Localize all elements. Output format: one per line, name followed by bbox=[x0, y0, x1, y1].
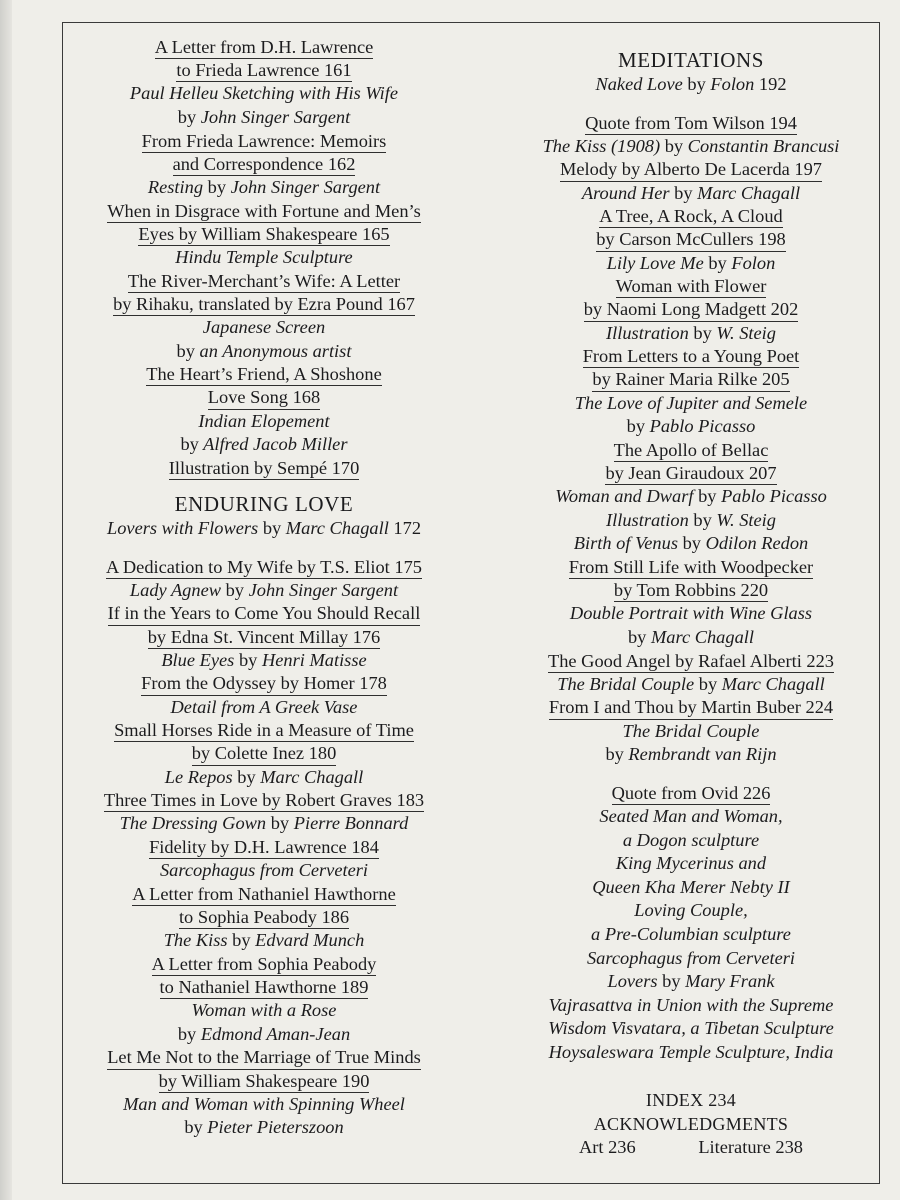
toc-entry-title: by Jean Giraudoux 207 bbox=[605, 462, 776, 485]
toc-artwork-credit: Hoysaleswara Temple Sculpture, India bbox=[548, 1041, 834, 1062]
toc-entry-title: Let Me Not to the Marriage of True Minds bbox=[107, 1046, 421, 1069]
toc-artwork-credit: Le Repos by Marc Chagall bbox=[164, 766, 364, 787]
toc-entry-title: From the Odyssey by Homer 178 bbox=[141, 672, 387, 695]
toc-artwork-credit: Loving Couple, bbox=[634, 900, 748, 921]
toc-entry-title: A Dedication to My Wife by T.S. Eliot 175 bbox=[106, 556, 422, 579]
toc-artwork-credit: Lovers with Flowers by Marc Chagall 172 bbox=[106, 517, 422, 538]
toc-entry-title: Small Horses Ride in a Measure of Time bbox=[114, 719, 414, 742]
toc-entry-title: From Still Life with Woodpecker bbox=[569, 556, 813, 579]
toc-artwork-credit: Illustration by W. Steig bbox=[606, 509, 776, 530]
toc-artwork-credit: Lady Agnew by John Singer Sargent bbox=[129, 579, 399, 600]
toc-entry-title: Woman with Flower bbox=[616, 275, 767, 298]
section-gap bbox=[506, 767, 876, 782]
toc-entry-title: The Apollo of Bellac bbox=[614, 439, 769, 462]
toc-artwork-credit: Naked Love by Folon 192 bbox=[595, 74, 787, 94]
page-binding-edge bbox=[0, 0, 12, 1200]
toc-artwork-credit: King Mycerinus and bbox=[615, 853, 767, 874]
toc-artwork-credit: Sarcophagus from Cerveteri bbox=[586, 947, 796, 968]
toc-entry-title: A Tree, A Rock, A Cloud bbox=[599, 205, 782, 228]
toc-entry-title: From Letters to a Young Poet bbox=[583, 345, 800, 368]
toc-entry-title: Illustration by Sempé 170 bbox=[169, 457, 360, 480]
toc-artwork-credit: Illustration by W. Steig bbox=[606, 322, 776, 343]
toc-artwork-credit: by Pablo Picasso bbox=[626, 416, 756, 437]
toc-entry-title: The Heart’s Friend, A Shoshone bbox=[146, 363, 381, 386]
toc-entry-title: If in the Years to Come You Should Recall bbox=[108, 602, 421, 625]
toc-entry-title: From Frieda Lawrence: Memoirs bbox=[142, 130, 387, 153]
toc-artwork-credit: by Rembrandt van Rijn bbox=[605, 744, 777, 765]
toc-entry-title: by Carson McCullers 198 bbox=[596, 228, 786, 251]
toc-entry-title: The River-Merchant’s Wife: A Letter bbox=[128, 270, 400, 293]
toc-artwork-credit: Paul Helleu Sketching with His Wife bbox=[129, 83, 399, 104]
index-entry: INDEX 234 bbox=[645, 1090, 737, 1110]
acknowledgments-row bbox=[506, 1136, 876, 1159]
toc-entry-title: by Colette Inez 180 bbox=[192, 742, 337, 765]
toc-entry-title: Love Song 168 bbox=[208, 386, 320, 409]
toc-artwork-credit: The Bridal Couple by Marc Chagall bbox=[557, 673, 825, 694]
toc-artwork-credit: Indian Elopement bbox=[198, 410, 330, 431]
toc-entry-title: Three Times in Love by Robert Graves 183 bbox=[104, 789, 424, 812]
toc-artwork-credit: Seated Man and Woman, bbox=[599, 805, 783, 826]
toc-artwork-credit: a Dogon sculpture bbox=[622, 829, 760, 850]
section-heading: ENDURING LOVE bbox=[174, 491, 354, 516]
toc-entry-title: to Sophia Peabody 186 bbox=[179, 906, 349, 929]
toc-artwork-credit: Man and Woman with Spinning Wheel bbox=[123, 1093, 405, 1114]
toc-entry-title: by William Shakespeare 190 bbox=[159, 1070, 370, 1093]
toc-entry-title: From I and Thou by Martin Buber 224 bbox=[549, 696, 833, 719]
toc-entry-title: Eyes by William Shakespeare 165 bbox=[138, 223, 389, 246]
toc-artwork-credit: Around Her by Marc Chagall bbox=[581, 182, 801, 203]
toc-artwork-credit: by an Anonymous artist bbox=[176, 340, 352, 361]
toc-entry-title: A Letter from Nathaniel Hawthorne bbox=[132, 883, 396, 906]
toc-artwork-credit: The Kiss by Edvard Munch bbox=[163, 930, 365, 951]
toc-entry-title: Quote from Ovid 226 bbox=[612, 782, 771, 805]
toc-entry-title: When in Disgrace with Fortune and Men’s bbox=[107, 200, 421, 223]
toc-entry-title: Melody by Alberto De Lacerda 197 bbox=[560, 158, 822, 181]
toc-entry-title: A Letter from D.H. Lawrence bbox=[155, 36, 374, 59]
toc-entry-title: by Rihaku, translated by Ezra Pound 167 bbox=[113, 293, 415, 316]
toc-artwork-credit: Lily Love Me by Folon bbox=[606, 252, 776, 273]
acknowledgments-heading: ACKNOWLEDGMENTS bbox=[593, 1114, 789, 1134]
toc-artwork-credit: Sarcophagus from Cerveteri bbox=[159, 860, 369, 881]
toc-artwork-credit: by Marc Chagall bbox=[627, 626, 754, 647]
toc-artwork-credit: Lovers by Mary Frank bbox=[607, 971, 775, 992]
toc-entry-title: and Correspondence 162 bbox=[173, 153, 356, 176]
toc-entry-title: Quote from Tom Wilson 194 bbox=[585, 112, 797, 135]
toc-artwork-credit: Vajrasattva in Union with the Supreme bbox=[548, 994, 834, 1015]
toc-entry-title: by Tom Robbins 220 bbox=[614, 579, 768, 602]
toc-artwork-credit: The Kiss (1908) by Constantin Brancusi bbox=[542, 135, 840, 156]
acknowledgments-literature: Literature 238 bbox=[698, 1137, 803, 1157]
toc-artwork-credit: Birth of Venus by Odilon Redon bbox=[573, 533, 809, 554]
toc-left-column bbox=[64, 36, 464, 1140]
toc-artwork-credit: Resting by John Singer Sargent bbox=[147, 177, 381, 197]
toc-artwork-credit: Double Portrait with Wine Glass bbox=[569, 603, 813, 624]
toc-artwork-credit: The Dressing Gown by Pierre Bonnard bbox=[119, 813, 409, 834]
toc-artwork-credit: a Pre-Columbian sculpture bbox=[591, 923, 791, 944]
acknowledgments-art: Art 236 bbox=[579, 1137, 636, 1157]
toc-artwork-credit: by Pieter Pieterszoon bbox=[184, 1117, 344, 1138]
toc-entry-title: by Naomi Long Madgett 202 bbox=[584, 298, 799, 321]
toc-artwork-credit: Wisdom Visvatara, a Tibetan Sculpture bbox=[548, 1018, 834, 1039]
toc-artwork-credit: Queen Kha Merer Nebty II bbox=[592, 876, 790, 897]
toc-artwork-credit: Woman and Dwarf by Pablo Picasso bbox=[555, 486, 827, 507]
section-heading: MEDITATIONS bbox=[617, 48, 765, 72]
toc-artwork-credit: The Love of Jupiter and Semele bbox=[574, 392, 808, 413]
back-matter bbox=[506, 1088, 876, 1159]
toc-entry-title: to Frieda Lawrence 161 bbox=[176, 59, 351, 82]
toc-artwork-credit: Japanese Screen bbox=[202, 317, 326, 337]
toc-entry-title: A Letter from Sophia Peabody bbox=[152, 953, 377, 976]
toc-artwork-credit: Hindu Temple Sculpture bbox=[175, 247, 353, 267]
toc-right-column bbox=[506, 36, 876, 1064]
toc-artwork-credit: Woman with a Rose bbox=[191, 1000, 337, 1021]
toc-artwork-credit: Blue Eyes by Henri Matisse bbox=[161, 649, 367, 670]
toc-artwork-credit: Detail from A Greek Vase bbox=[170, 696, 358, 717]
toc-artwork-credit: by Edmond Aman-Jean bbox=[177, 1023, 351, 1044]
section-gap bbox=[506, 97, 876, 112]
toc-entry-title: The Good Angel by Rafael Alberti 223 bbox=[548, 650, 834, 673]
toc-entry-title: by Rainer Maria Rilke 205 bbox=[592, 368, 789, 391]
toc-entry-title: to Nathaniel Hawthorne 189 bbox=[160, 976, 369, 999]
toc-artwork-credit: by John Singer Sargent bbox=[177, 107, 351, 127]
toc-entry-title: Fidelity by D.H. Lawrence 184 bbox=[149, 836, 379, 859]
section-gap bbox=[64, 541, 464, 556]
toc-entry-title: by Edna St. Vincent Millay 176 bbox=[148, 626, 381, 649]
toc-artwork-credit: The Bridal Couple bbox=[622, 720, 760, 741]
toc-artwork-credit: by Alfred Jacob Miller bbox=[180, 434, 348, 455]
